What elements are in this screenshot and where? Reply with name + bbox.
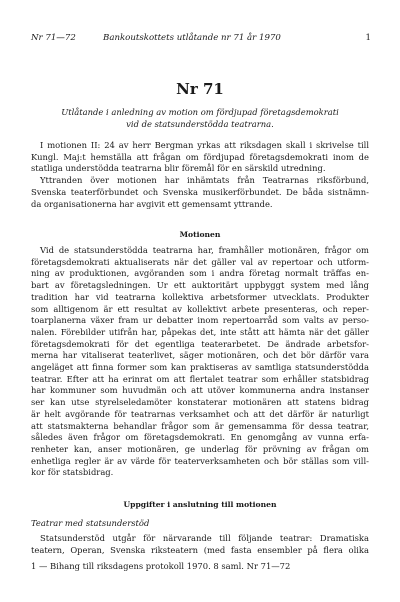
- document-subtitle: [40, 106, 360, 130]
- subtitle-line: Utlåtande i anledning av motion om fördjupad företagsdemokrati: [61, 107, 339, 117]
- text-line: kor för statsbidrag.: [31, 467, 114, 478]
- header-report-title: Bankoutskottets utlåtande nr 71 år 1970: [103, 33, 281, 43]
- text-line: da organisationerna har avgivit ett gemensamt yttrande.: [31, 198, 273, 209]
- document-title: Nr 71: [176, 80, 224, 98]
- subtitle-line: vid de statsunderstödda teatrarna.: [126, 119, 274, 129]
- text-line: bart av företagsledningen. Ur ett auktoritärt uppbyggt system med lång: [31, 280, 369, 291]
- text-line: nalen. Förebilder utifrån har, påpekas det, inte stått att hämta när det gäller: [31, 326, 369, 337]
- text-line: som alltigenom är ett resultat av kollektivt arbete presenteras, och reper-: [31, 303, 369, 314]
- text-line: merna har vitaliserat teaterlivet, säger motionären, och det bör därför vara: [31, 350, 369, 361]
- running-header: [31, 33, 371, 45]
- text-line: enhetliga regler är av värde för teaterverksamheten och bör ställas som vill-: [31, 455, 369, 466]
- text-line: tradition har vid teatrarna kollektiva arbetsformer utvecklats. Produkter: [31, 291, 369, 302]
- text-line: ser kan utse styrelseledamöter konstaterar motionären att statens bidrag: [31, 397, 369, 408]
- text-line: teatern, Operan, Svenska riksteatern (med fasta ensembler på flera olika: [31, 544, 369, 555]
- text-line: företagsdemokrati aktualiserats när det gäller val av repertoar och utform-: [31, 256, 369, 267]
- uppgifter-body: [31, 533, 369, 556]
- text-line: I motionen II: 24 av herr Bergman yrkas att riksdagen skall i skrivelse till: [40, 140, 369, 150]
- text-line: Svenska teaterförbundet och Svenska musikerförbundet. De båda sistnämn-: [31, 186, 369, 197]
- text-line: Vid de statsunderstödda teatrarna har, framhåller motionären, frågor om: [40, 245, 369, 255]
- text-line: angeläget att finna former som kan praktiseras av samtliga statsunderstödda: [31, 362, 369, 373]
- section-heading-motionen: Motionen: [179, 230, 221, 239]
- text-line: har kommuner som huvudmän och att utöver kommunerna andra instanser: [31, 385, 369, 396]
- text-line: således även frågor om företagsdemokrati. En genomgång av vunna erfa-: [31, 432, 369, 443]
- page-number: 1: [365, 33, 371, 43]
- text-line: Kungl. Maj:t hemställa att frågan om fördjupad företagsdemokrati inom de: [31, 151, 369, 162]
- header-document-number: Nr 71—72: [31, 33, 76, 43]
- text-line: statliga understödda teatrarna blir föremål för en särskild utredning.: [31, 163, 326, 174]
- text-line: ning av produktionen, avgöranden som i andra företag normalt träffas en-: [31, 268, 369, 279]
- text-line: företagsdemokrati för det egentliga teaterarbetet. De ändrade arbetsfor-: [31, 338, 369, 349]
- intro-paragraphs: [31, 140, 369, 210]
- text-line: är helt avgörande för teatrarnas verksamhet och att det därför är naturligt: [31, 408, 369, 419]
- text-line: teatrar. Efter att ha erinrat om att flertalet teatrar som erhåller statsbidrag: [31, 373, 369, 384]
- footer-reference: 1 — Bihang till riksdagens protokoll 1970. 8 saml. Nr 71—72: [31, 561, 291, 571]
- text-line: toarplanerna växer fram ur debatter inom repertoarråd som valts av perso-: [31, 315, 369, 326]
- motion-body: [31, 245, 369, 479]
- subsection-heading: Teatrar med statsunderstöd: [31, 518, 150, 528]
- text-line: att statsmakterna behandlar frågor som är gemensamma för dessa teatrar,: [31, 420, 369, 431]
- section-heading-uppgifter: Uppgifter i anslutning till motionen: [123, 500, 277, 509]
- text-line: Statsunderstöd utgår för närvarande till följande teatrar: Dramatiska: [40, 533, 369, 543]
- text-line: renheter kan, anser motionären, ge underlag för prövning av frågan om: [31, 443, 369, 454]
- text-line: Yttranden över motionen har inhämtats från Teatrarnas riksförbund,: [40, 175, 369, 186]
